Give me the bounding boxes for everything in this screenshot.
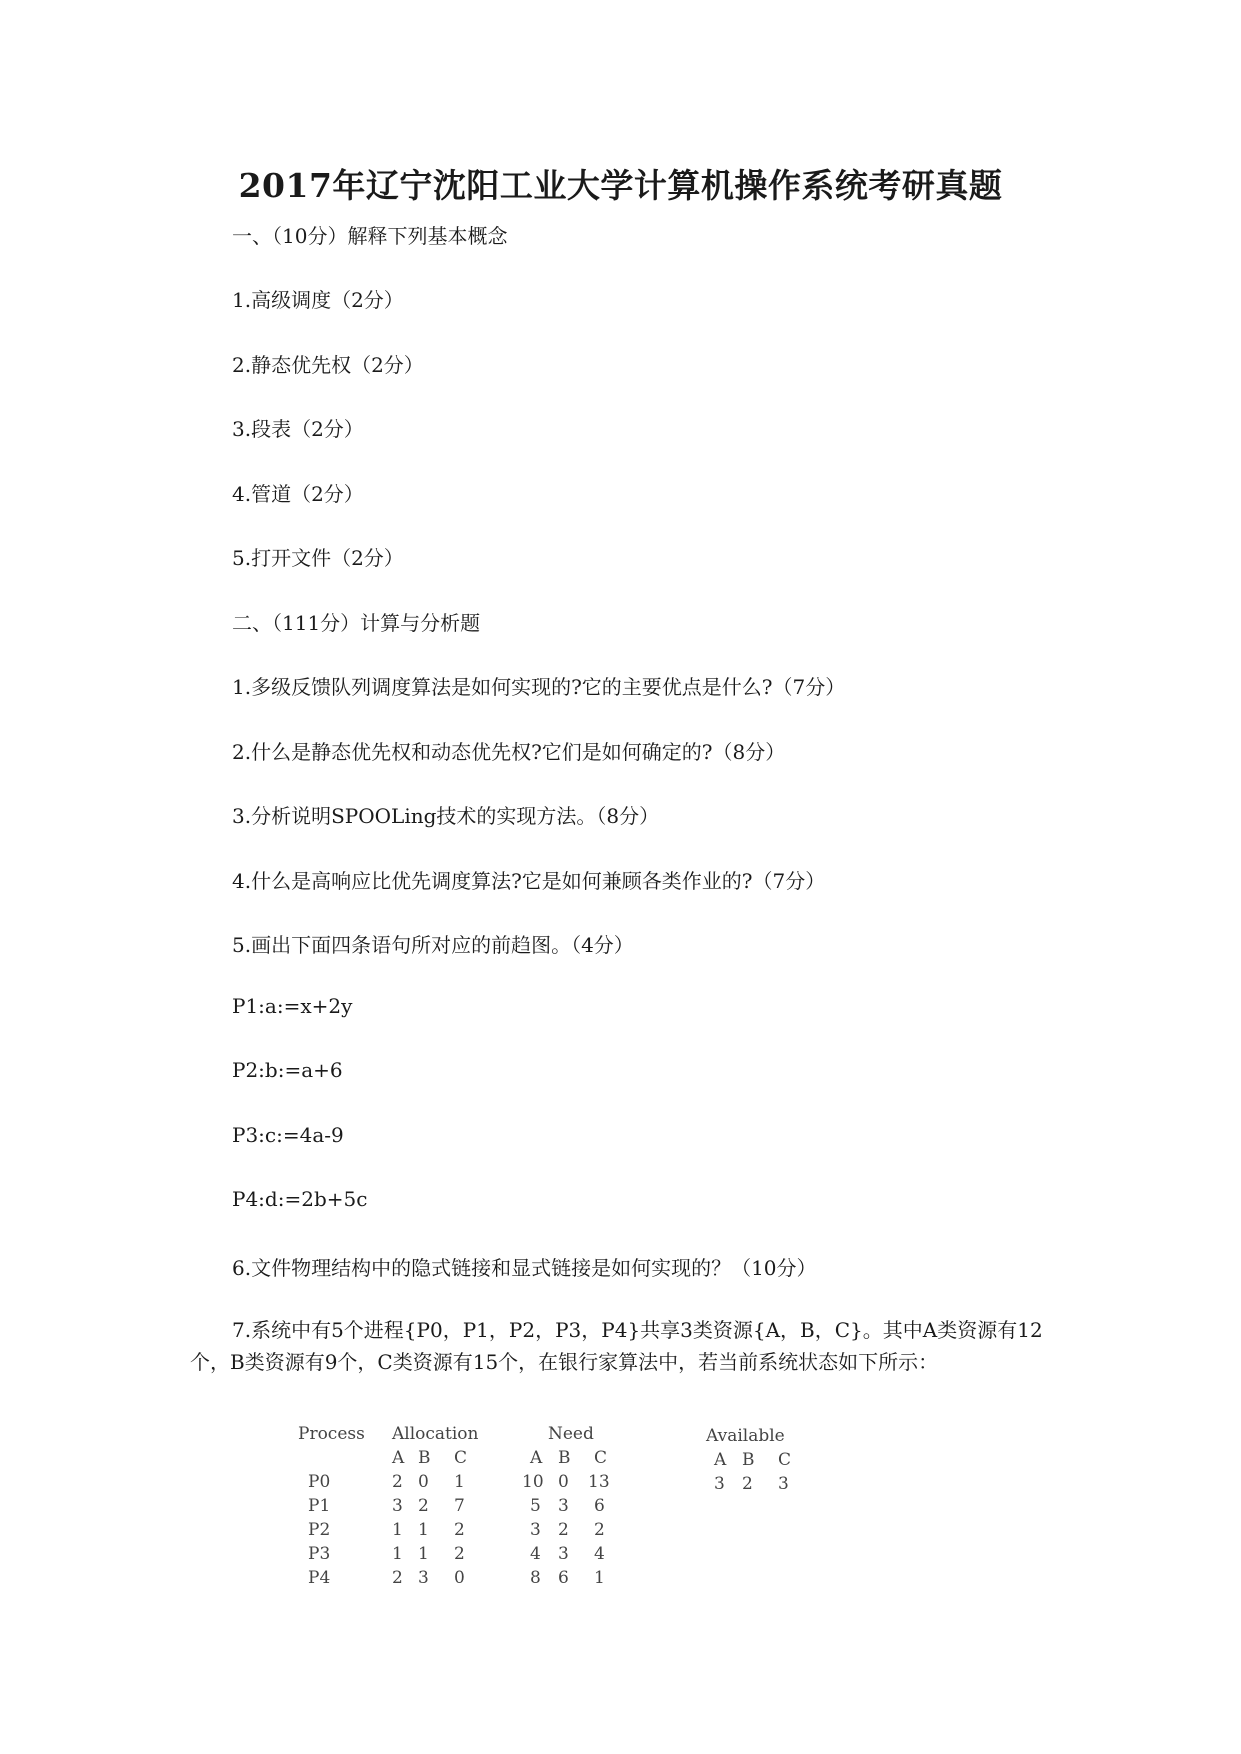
concept-item-2: 2.静态优先权（2分） bbox=[232, 353, 424, 377]
row-p4-process: P4 bbox=[308, 1568, 331, 1588]
row-p4-need-a: 8 bbox=[530, 1568, 541, 1588]
row-p1-alloc-b: 2 bbox=[418, 1496, 429, 1516]
row-p0-need-b: 0 bbox=[558, 1472, 569, 1492]
row-p4-need-c: 1 bbox=[594, 1568, 605, 1588]
sub-header-alloc-b: B bbox=[418, 1448, 431, 1468]
row-p1-process: P1 bbox=[308, 1496, 331, 1516]
row-p3-alloc-c: 2 bbox=[454, 1544, 465, 1564]
sub-header-avail-a: A bbox=[714, 1450, 727, 1470]
sub-header-avail-b: B bbox=[742, 1450, 755, 1470]
resource-table bbox=[290, 1424, 850, 1604]
row-p4-need-b: 6 bbox=[558, 1568, 569, 1588]
sub-header-alloc-a: A bbox=[392, 1448, 405, 1468]
row-p2-alloc-c: 2 bbox=[454, 1520, 465, 1540]
question-6: 6.文件物理结构中的隐式链接和显式链接是如何实现的？（10分） bbox=[232, 1256, 817, 1280]
row-p1-need-c: 6 bbox=[594, 1496, 605, 1516]
row-p1-need-a: 5 bbox=[530, 1496, 541, 1516]
statement-p3: P3:c:=4a-9 bbox=[232, 1123, 344, 1147]
row-p3-alloc-b: 1 bbox=[418, 1544, 429, 1564]
question-5: 5.画出下面四条语句所对应的前趋图。（4分） bbox=[232, 933, 634, 957]
question-2: 2.什么是静态优先权和动态优先权?它们是如何确定的?（8分） bbox=[232, 740, 786, 764]
row-p2-process: P2 bbox=[308, 1520, 331, 1540]
row-p2-need-b: 2 bbox=[558, 1520, 569, 1540]
question-7: 7.系统中有5个进程{P0，P1，P2，P3，P4}共享3类资源{A，B，C}。其中A类资源有12个，B类资源有9个，C类资源有15个，在银行家算法中，若当前系统状态如下所示： bbox=[190, 1318, 1043, 1374]
row-p0-need-c: 13 bbox=[588, 1472, 610, 1492]
row-p1-alloc-a: 3 bbox=[392, 1496, 403, 1516]
row-p4-alloc-a: 2 bbox=[392, 1568, 403, 1588]
available-b: 2 bbox=[742, 1474, 753, 1494]
row-p2-alloc-b: 1 bbox=[418, 1520, 429, 1540]
sub-header-need-c: C bbox=[594, 1448, 608, 1468]
concept-item-4: 4.管道（2分） bbox=[232, 482, 364, 506]
row-p2-alloc-a: 1 bbox=[392, 1520, 403, 1540]
row-p2-need-c: 2 bbox=[594, 1520, 605, 1540]
row-p0-alloc-a: 2 bbox=[392, 1472, 403, 1492]
row-p4-alloc-b: 3 bbox=[418, 1568, 429, 1588]
section1-heading: 一、（10分）解释下列基本概念 bbox=[232, 224, 508, 248]
statement-p1: P1:a:=x+2y bbox=[232, 994, 353, 1018]
row-p3-alloc-a: 1 bbox=[392, 1544, 403, 1564]
row-p0-alloc-b: 0 bbox=[418, 1472, 429, 1492]
row-p1-alloc-c: 7 bbox=[454, 1496, 465, 1516]
section2-heading: 二、（111分）计算与分析题 bbox=[232, 611, 481, 635]
sub-header-avail-c: C bbox=[778, 1450, 792, 1470]
sub-header-alloc-c: C bbox=[454, 1448, 468, 1468]
concept-item-1: 1.高级调度（2分） bbox=[232, 288, 404, 312]
header-allocation: Allocation bbox=[392, 1424, 479, 1444]
available-c: 3 bbox=[778, 1474, 789, 1494]
concept-item-5: 5.打开文件（2分） bbox=[232, 546, 404, 570]
row-p1-need-b: 3 bbox=[558, 1496, 569, 1516]
row-p0-process: P0 bbox=[308, 1472, 331, 1492]
question-1: 1.多级反馈队列调度算法是如何实现的?它的主要优点是什么?（7分） bbox=[232, 675, 846, 699]
available-a: 3 bbox=[714, 1474, 725, 1494]
statement-p4: P4:d:=2b+5c bbox=[232, 1187, 368, 1211]
header-need: Need bbox=[548, 1424, 594, 1444]
row-p0-alloc-c: 1 bbox=[454, 1472, 465, 1492]
header-available: Available bbox=[706, 1426, 785, 1446]
row-p2-need-a: 3 bbox=[530, 1520, 541, 1540]
question-3: 3.分析说明SPOOLing技术的实现方法。（8分） bbox=[232, 804, 660, 828]
row-p4-alloc-c: 0 bbox=[454, 1568, 465, 1588]
row-p3-need-b: 3 bbox=[558, 1544, 569, 1564]
row-p0-need-a: 10 bbox=[522, 1472, 544, 1492]
sub-header-need-b: B bbox=[558, 1448, 571, 1468]
header-process: Process bbox=[298, 1424, 365, 1444]
row-p3-need-c: 4 bbox=[594, 1544, 605, 1564]
row-p3-process: P3 bbox=[308, 1544, 331, 1564]
page-title: 2017年辽宁沈阳工业大学计算机操作系统考研真题 bbox=[238, 166, 1003, 205]
row-p3-need-a: 4 bbox=[530, 1544, 541, 1564]
concept-item-3: 3.段表（2分） bbox=[232, 417, 364, 441]
statement-p2: P2:b:=a+6 bbox=[232, 1058, 343, 1082]
sub-header-need-a: A bbox=[530, 1448, 543, 1468]
question-4: 4.什么是高响应比优先调度算法?它是如何兼顾各类作业的?（7分） bbox=[232, 869, 826, 893]
